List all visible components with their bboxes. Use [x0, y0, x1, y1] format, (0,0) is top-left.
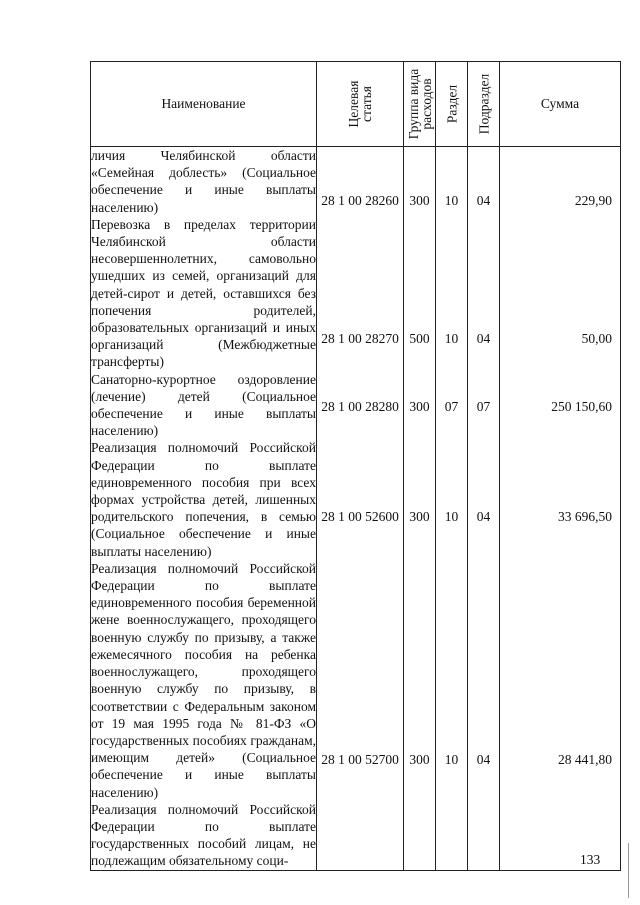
row-article: 28 1 00 52700 [321, 752, 399, 767]
row-article: 28 1 00 28280 [321, 399, 399, 414]
row-name: Перевозка в пределах территории Челябинской области несовершеннолетних, самовольно ушедших из семей, организаций для детей-сирот и детей, оставшихся без попечения родителей, образовательных организаций и иных организаций (Межбюджетные трансферты) [91, 216, 316, 370]
header-subsection: Подраздел [468, 62, 500, 147]
budget-table [90, 61, 621, 871]
row-subsection: 04 [476, 509, 491, 524]
group-cell [404, 147, 436, 871]
row-amount: 28 441,80 [558, 752, 612, 767]
row-group: 300 [409, 193, 430, 208]
row-amount: 250 150,60 [551, 399, 612, 414]
row-article: 28 1 00 52600 [321, 509, 399, 524]
header-name: Наименование [91, 62, 317, 147]
margin-line [628, 843, 629, 898]
row-name: Реализация полномочий Российской Федерации по выплате государственных пособий лицам, не подлежащим обязательному соци- [91, 801, 316, 869]
row-name: Реализация полномочий Российской Федерации по выплате единовременного пособия при всех формах устройства детей, лишенных родительского попечения, в семью (Социальное обеспечение и иные выплаты населению) [91, 440, 316, 559]
row-section: 10 [444, 509, 459, 524]
row-section: 10 [444, 331, 459, 346]
row-name: Санаторно-курортное оздоровление (лечение) детей (Социальное обеспечение и иные выплаты населению) [91, 371, 316, 439]
row-section: 10 [444, 752, 459, 767]
row-name: личия Челябинской области «Семейная доблесть» (Социальное обеспечение и иные выплаты населению) [91, 148, 316, 215]
row-article: 28 1 00 28260 [321, 193, 399, 208]
row-group: 300 [409, 399, 430, 414]
header-section: Раздел [436, 62, 468, 147]
subsection-cell [468, 147, 500, 871]
row-name: Реализация полномочий Российской Федерации по выплате единовременного пособия беременной жене военнослужащего, проходящего военную службу по призыву, а также ежемесячного пособия на ребенка военнослужащего, проходящего военную службу по призыву, в соответствии с Федеральным законом от 19 мая 1995 года № 81-ФЗ «О государственных пособиях гражданам, имеющим детей» (Социальное обеспечение и иные выплаты населению) [91, 560, 316, 800]
article-cell [317, 147, 404, 871]
header-expense-group: Группа вида расходов [404, 62, 436, 147]
row-amount: 229,90 [574, 193, 612, 208]
row-subsection: 04 [476, 752, 491, 767]
names-cell [91, 147, 317, 871]
row-section: 10 [444, 193, 459, 208]
header-amount: Сумма [500, 62, 621, 147]
row-amount: 33 696,50 [558, 509, 612, 524]
table-header-row [91, 62, 621, 147]
row-group: 300 [409, 752, 430, 767]
page-number: 133 [580, 852, 601, 867]
amount-cell [500, 147, 621, 871]
row-section: 07 [444, 399, 459, 414]
row-subsection: 04 [476, 193, 491, 208]
table-body-row [91, 147, 621, 871]
row-group: 300 [409, 509, 430, 524]
row-subsection: 04 [476, 331, 491, 346]
row-amount: 50,00 [581, 331, 612, 346]
row-group: 500 [409, 331, 430, 346]
row-subsection: 07 [476, 399, 491, 414]
header-target-article: Целевая статья [317, 62, 404, 147]
section-cell [436, 147, 468, 871]
row-article: 28 1 00 28270 [321, 331, 399, 346]
